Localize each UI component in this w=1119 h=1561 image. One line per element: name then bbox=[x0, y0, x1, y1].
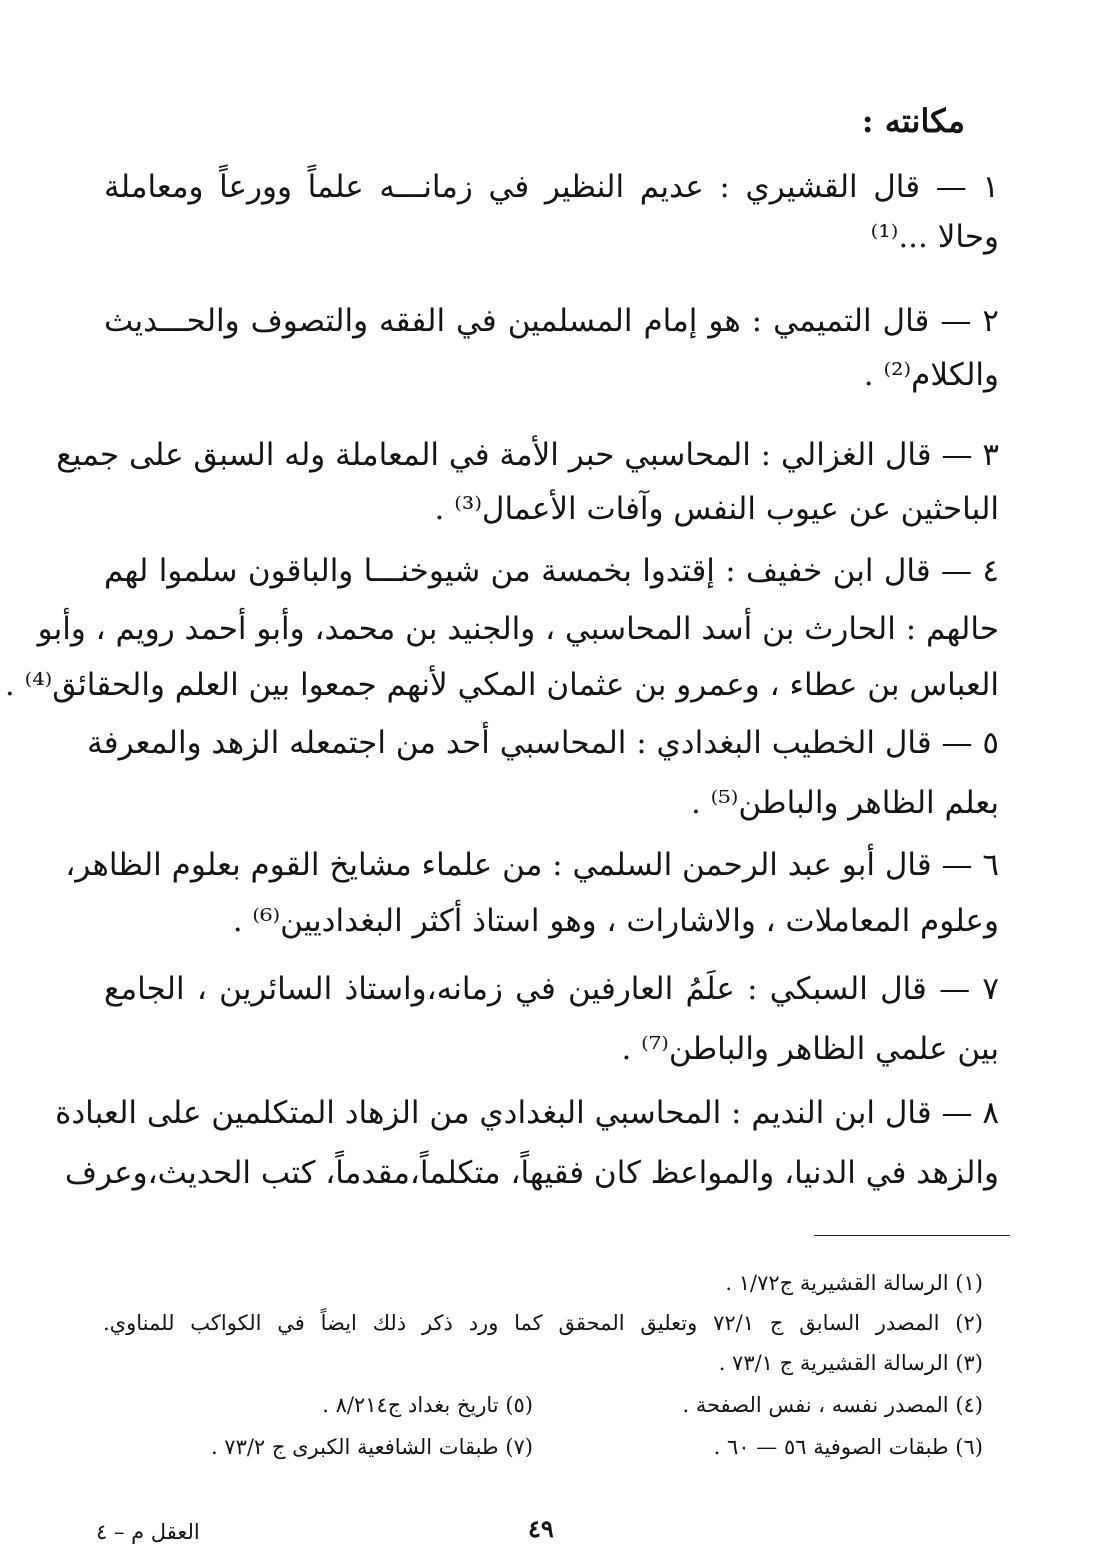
paragraph-1-line-1: ١ — قال القشيري : عديم النظير في زمانـــه علماً وورعاً ومعاملة bbox=[104, 169, 999, 205]
paragraph-5-line-1: ٥ — قال الخطيب البغدادي : المحاسبي أحد من اجتمعله الزهد والمعرفة bbox=[87, 725, 999, 761]
paragraph-4-line-3: العباس بن عطاء ، وعمرو بن عثمان المكي لأنهم جمعوا بين العلم والحقائق⁽⁴⁾ . bbox=[4, 667, 999, 703]
footnote-4: (٤) المصدر نفسه ، نفس الصفحة . bbox=[682, 1393, 983, 1417]
paragraph-3-line-2: الباحثين عن عيوب النفس وآفات الأعمال⁽³⁾ . bbox=[434, 491, 999, 527]
section-heading: مكانته : bbox=[861, 102, 965, 140]
footnote-separator bbox=[814, 1235, 1010, 1236]
paragraph-8-line-2: والزهد في الدنيا، والمواعظ كان فقيهاً، متكلماً،مقدماً، كتب الحديث،وعرف bbox=[64, 1155, 999, 1191]
paragraph-4-line-2: حالهم : الحارث بن أسد المحاسبي ، والجنيد بن محمد، وأبو أحمد رويم ، وأبو bbox=[37, 611, 999, 647]
paragraph-6-line-1: ٦ — قال أبو عبد الرحمن السلمي : من علماء مشايخ القوم بعلوم الظاهر، bbox=[65, 847, 999, 883]
paragraph-7-line-1: ٧ — قال السبكي : علَمُ العارفين في زمانه،واستاذ السائرين ، الجامع bbox=[104, 971, 999, 1007]
footnote-6: (٦) طبقات الصوفية ٥٦ — ٦٠ . bbox=[713, 1435, 983, 1459]
footnote-2: (٢) المصدر السابق ج ٧٢/١ وتعليق المحقق كما ورد ذكر ذلك ايضاً في الكواكب للمناوي. bbox=[103, 1311, 983, 1335]
paragraph-5-line-2: بعلم الظاهر والباطن⁽⁵⁾ . bbox=[690, 785, 999, 821]
paragraph-7-line-2: بين علمي الظاهر والباطن⁽⁷⁾ . bbox=[621, 1031, 999, 1067]
paragraph-3-line-1: ٣ — قال الغزالي : المحاسبي حبر الأمة في المعاملة وله السبق على جميع bbox=[56, 437, 999, 473]
paragraph-2-line-2: والكلام⁽²⁾ . bbox=[863, 357, 999, 393]
footnote-5: (٥) تاريخ بغداد ج٨/٢١٤ . bbox=[322, 1393, 533, 1417]
paragraph-8-line-1: ٨ — قال ابن النديم : المحاسبي البغدادي من الزهاد المتكلمين على العبادة bbox=[55, 1095, 999, 1131]
footnote-1: (١) الرسالة القشيرية ج١/٧٢ . bbox=[725, 1271, 983, 1295]
footnote-3: (٣) الرسالة القشيرية ج ٧٣/١ . bbox=[718, 1351, 983, 1375]
signature-mark: العقل م – ٤ bbox=[96, 1520, 200, 1544]
paragraph-6-line-2: وعلوم المعاملات ، والاشارات ، وهو استاذ أكثر البغداديين⁽⁶⁾ . bbox=[232, 903, 999, 939]
page-number: ٤٩ bbox=[528, 1514, 554, 1543]
paragraph-4-line-1: ٤ — قال ابن خفيف : إقتدوا بخمسة من شيوخنـــا والباقون سلموا لهم bbox=[104, 553, 999, 589]
paragraph-2-line-1: ٢ — قال التميمي : هو إمام المسلمين في الفقه والتصوف والحـــديث bbox=[104, 303, 999, 339]
paragraph-1-line-2: وحالا ...⁽¹⁾ bbox=[870, 219, 999, 255]
footnote-7: (٧) طبقات الشافعية الكبرى ج ٧٣/٢ . bbox=[210, 1435, 533, 1459]
